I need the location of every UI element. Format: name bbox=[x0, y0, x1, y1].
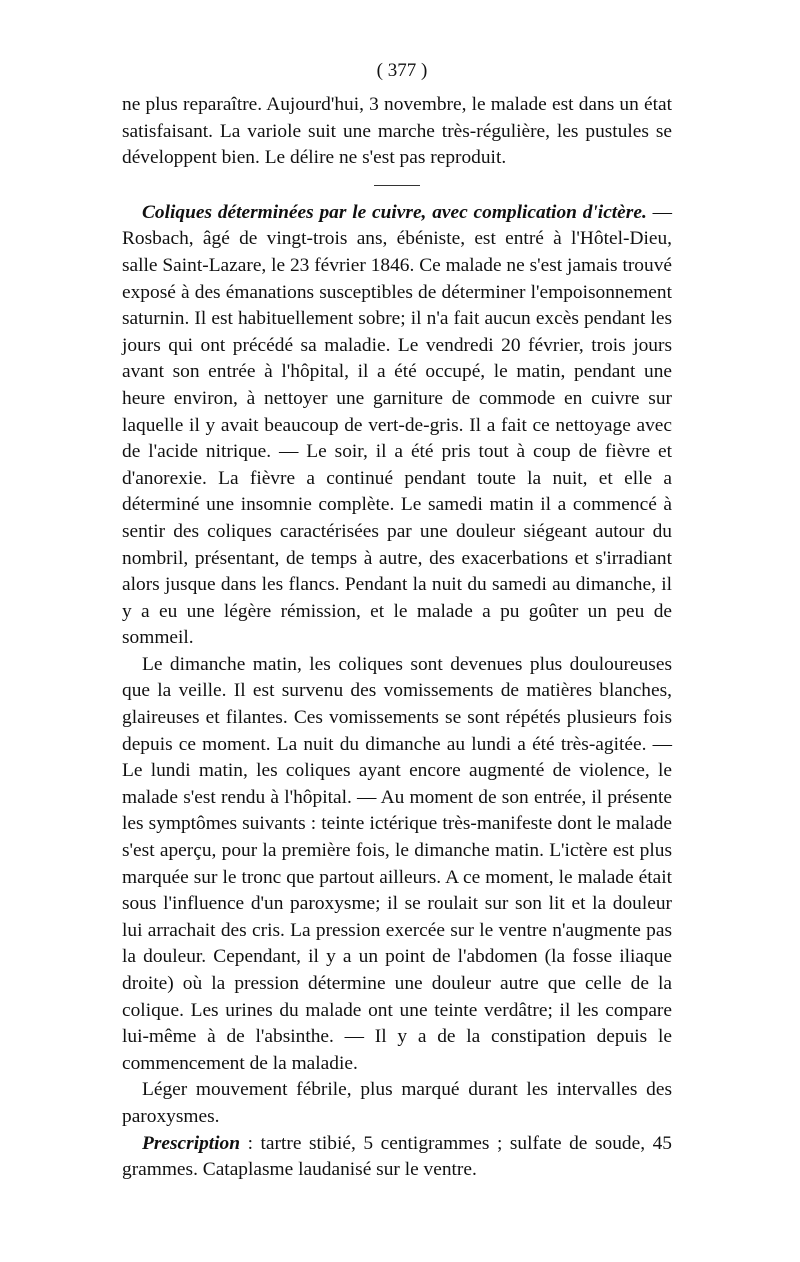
paragraph-fever: Léger mouvement fébrile, plus marqué durant les intervalles des paroxysmes. bbox=[122, 1079, 672, 1127]
page-number: ( 377 ) bbox=[376, 60, 428, 81]
prescription-paragraph bbox=[122, 1131, 672, 1184]
paragraph-continuation: ne plus reparaître. Aujourd'hui, 3 novembre, le malade est dans un état satisfaisant. La variole suit une marche très-régulière, les pustules se développent bien. Le délire ne s'est pas reproduit. bbox=[122, 94, 672, 169]
case-intro-text: — Rosbach, âgé de vingt-trois ans, ébéniste, est entré à l'Hôtel-Dieu, salle Saint-Lazare, le 23 février 1846. Ce malade ne s'est jamais trouvé exposé à des émanations susceptibles de déterminer l'empoisonnement saturnin. Il est habituellement sobre; il n'a fait aucun excès pendant les jours qui ont précédé sa maladie. Le vendredi 20 février, trois jours avant son entrée à l'hôpital, il a été occupé, le matin, pendant une heure environ, à nettoyer une garniture de commode en cuivre sur laquelle il y avait beaucoup de vert-de-gris. Il a fait ce nettoyage avec de l'acide nitrique. — Le soir, il a été pris tout à coup de fièvre et d'anorexie. La fièvre a continué pendant toute la nuit, et elle a déterminé une insomnie complète. Le samedi matin il a commencé à sentir des coliques caractérisées par une douleur siégeant autour du nombril, présentant, de temps à autre, des exacerbations et s'irradiant alors jusque dans les flancs. Pendant la nuit du samedi au dimanche, il y a eu une légère rémission, et le malade a pu goûter un peu de sommeil. bbox=[122, 201, 672, 649]
book-page bbox=[122, 60, 672, 1184]
case-paragraph bbox=[122, 200, 672, 652]
page-text bbox=[122, 92, 672, 1184]
paragraph-symptoms: Le dimanche matin, les coliques sont devenues plus douloureuses que la veille. Il est survenu des vomissements de matières blanches, glaireuses et filantes. Ces vomissements se sont répétés plusieurs fois depuis ce moment. La nuit du dimanche au lundi a été très-agitée. — Le lundi matin, les coliques ayant encore augmenté de violence, le malade s'est rendu à l'hôpital. — Au moment de son entrée, il présente les symptômes suivants : teinte ictérique très-manifeste dont le malade s'est aperçu, pour la première fois, le dimanche matin. L'ictère est plus marquée sur le tronc que partout ailleurs. A ce moment, le malade était sous l'influence d'un paroxysme; il se roulait sur son lit et la douleur lui arrachait des cris. La pression exercée sur le ventre n'augmente pas la douleur. Cependant, il y a un point de l'abdomen (la fosse iliaque droite) où la pression détermine une douleur autre que celle de la colique. Les urines du malade ont une teinte verdâtre; il les compare lui-même à de l'absinthe. — Il y a de la constipation depuis le commencement de la maladie. bbox=[122, 653, 672, 1074]
section-separator bbox=[374, 185, 420, 186]
section-heading: Coliques déterminées par le cuivre, avec complication d'ictère. bbox=[142, 201, 647, 223]
prescription-text: : tartre stibié, 5 centigrammes ; sulfate de soude, 45 grammes. Cataplasme laudanisé sur le ventre. bbox=[122, 1132, 672, 1181]
prescription-label: Prescription bbox=[142, 1132, 241, 1154]
